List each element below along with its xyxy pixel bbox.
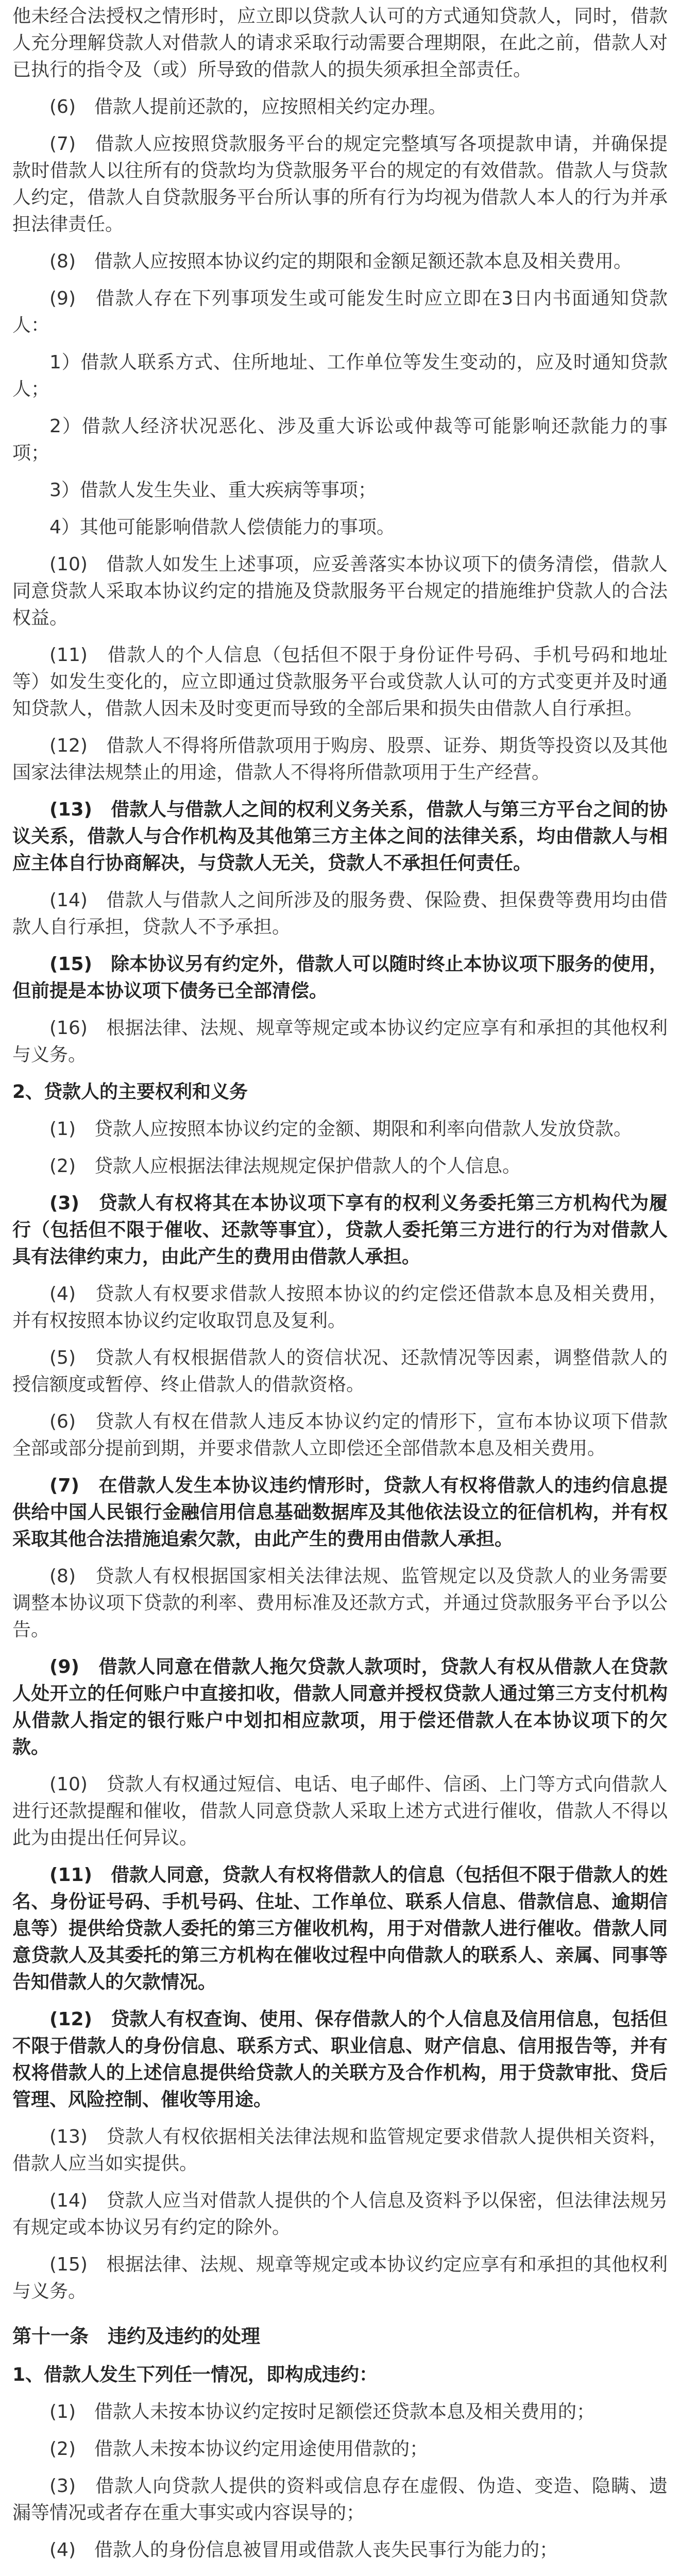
clause-paragraph: (11) 借款人的个人信息（包括但不限于身份证件号码、手机号码和地址等）如发生变化的，应立即通过贷款服务平台或贷款人认可的方式变更并及时通知贷款人，借款人因未及时变更而导致的全部后果和损失由借款人自行承担。 [12,645,668,719]
clause-paragraph: (10) 借款人如发生上述事项，应妥善落实本协议项下的债务清偿，借款人同意贷款人采取本协议约定的措施及贷款服务平台规定的措施维护贷款人的合法权益。 [12,554,668,629]
clause-paragraph: (8) 贷款人有权根据国家相关法律法规、监管规定以及贷款人的业务需要调整本协议项下贷款的利率、费用标准及还款方式，并通过贷款服务平台予以公告。 [12,1566,668,1640]
clause-paragraph: (12) 借款人不得将所借款项用于购房、股票、证券、期货等投资以及其他国家法律法规禁止的用途，借款人不得将所借款项用于生产经营。 [12,735,668,783]
clause-paragraph: (1) 贷款人应按照本协议约定的金额、期限和利率向借款人发放贷款。 [49,1118,632,1140]
clause-paragraph: (3) 贷款人有权将其在本协议项下享有的权利义务委托第三方机构代为履行（包括但不限于催收、还款等事宜），贷款人委托第三方进行的行为对借款人具有法律约束力，由此产生的费用由借款人承担。 [12,1193,668,1267]
clause-subheading: 1、借款人发生下列任一情况，即构成违约： [12,2364,378,2385]
clause-paragraph: (9) 借款人同意在借款人拖欠贷款人款项时，贷款人有权从借款人在贷款人处开立的任何账户中直接扣收，借款人同意并授权贷款人通过第三方支付机构从借款人指定的银行账户中划扣相应款项，用于偿还借款人在本协议项下的欠款。 [12,1656,668,1758]
clause-paragraph: (13) 借款人与借款人之间的权利义务关系，借款人与第三方平台之间的协议关系，借款人与合作机构及其他第三方主体之间的法律关系，均由借款人与相应主体自行协商解决，与贷款人无关，贷款人不承担任何责任。 [12,799,668,874]
clause-paragraph: (8) 借款人应按照本协议约定的期限和金额足额还款本息及相关费用。 [49,251,632,272]
clause-paragraph: 4）其他可能影响借款人偿债能力的事项。 [49,517,395,538]
clause-paragraph: (3) 借款人向贷款人提供的资料或信息存在虚假、伪造、变造、隐瞒、遗漏等情况或者存在重大事实或内容误导的； [12,2476,668,2523]
clause-paragraph: (16) 根据法律、法规、规章等规定或本协议约定应享有和承担的其他权利与义务。 [12,1018,668,1065]
clause-paragraph: (1) 借款人未按本协议约定按时足额偿还贷款本息及相关费用的； [49,2401,595,2422]
clause-paragraph: (14) 贷款人应当对借款人提供的个人信息及资料予以保密，但法律法规另有规定或本协议另有约定的除外。 [12,2190,668,2238]
clause-paragraph: (12) 贷款人有权查询、使用、保存借款人的个人信息及信用信息，包括但不限于借款人的身份信息、联系方式、职业信息、财产信息、信用报告等，并有权将借款人的上述信息提供给贷款人的关联方及合作机构，用于贷款审批、贷后管理、风险控制、催收等用途。 [12,2009,668,2110]
clause-paragraph: (15) 根据法律、法规、规章等规定或本协议约定应享有和承担的其他权利与义务。 [12,2254,668,2302]
section-heading: 第十一条 违约及违约的处理 [12,2325,260,2347]
clause-paragraph: (7) 在借款人发生本协议违约情形时，贷款人有权将借款人的违约信息提供给中国人民银行金融信用信息基础数据库及其他依法设立的征信机构，并有权采取其他合法措施追索欠款，由此产生的费用由借款人承担。 [12,1475,668,1550]
clause-paragraph: 3）借款人发生失业、重大疾病等事项； [49,480,377,501]
clause-paragraph [12,2574,668,2576]
clause-paragraph: 2）借款人经济状况恶化、涉及重大诉讼或仲裁等可能影响还款能力的事项； [12,416,668,464]
clause-paragraph: (11) 借款人同意，贷款人有权将借款人的信息（包括但不限于借款人的姓名、身份证号码、手机号码、住址、工作单位、联系人信息、借款信息、逾期信息等）提供给贷款人委托的第三方催收机构，用于对借款人进行催收。借款人同意贷款人及其委托的第三方机构在催收过程中向借款人的联系人、亲属、同事等告知借款人的欠款情况。 [12,1865,668,1993]
clause-paragraph: (6) 借款人提前还款的，应按照相关约定办理。 [49,96,447,117]
clause-paragraph: 1）借款人联系方式、住所地址、工作单位等发生变动的，应及时通知贷款人； [12,352,668,400]
clause-paragraph: (10) 贷款人有权通过短信、电话、电子邮件、信函、上门等方式向借款人进行还款提醒和催收，借款人同意贷款人采取上述方式进行催收，借款人不得以此为由提出任何异议。 [12,1774,668,1849]
clause-paragraph: (14) 借款人与借款人之间所涉及的服务费、保险费、担保费等费用均由借款人自行承担，贷款人不予承担。 [12,890,668,938]
clause-paragraph: (5) 贷款人有权根据借款人的资信状况、还款情况等因素，调整借款人的授信额度或暂停、终止借款人的借款资格。 [12,1347,668,1395]
clause-paragraph: (4) 借款人的身份信息被冒用或借款人丧失民事行为能力的； [49,2539,558,2561]
clause-paragraph: (9) 借款人存在下列事项发生或可能发生时应立即在3日内书面通知贷款人： [12,288,668,336]
clause-paragraph: (6) 贷款人有权在借款人违反本协议约定的情形下，宣布本协议项下借款全部或部分提前到期，并要求借款人立即偿还全部借款本息及相关费用。 [12,1411,668,1459]
clause-subheading: 2、贷款人的主要权利和义务 [12,1081,248,1103]
clause-paragraph: (15) 除本协议另有约定外，借款人可以随时终止本协议项下服务的使用，但前提是本协议项下债务已全部清偿。 [12,954,668,1002]
clause-paragraph: (7) 借款人应按照贷款服务平台的规定完整填写各项提款申请，并确保提款时借款人以往所有的贷款均为贷款服务平台的规定的有效借款。借款人与贷款人约定，借款人自贷款服务平台所认事的所有行为均视为借款人本人的行为并承担法律责任。 [12,133,668,235]
clause-paragraph: 他未经合法授权之情形时，应立即以贷款人认可的方式通知贷款人，同时，借款人充分理解贷款人对借款人的请求采取行动需要合理期限，在此之前，借款人对已执行的指令及（或）所导致的借款人的损失须承担全部责任。 [12,6,668,80]
clause-paragraph: (4) 贷款人有权要求借款人按照本协议的约定偿还借款本息及相关费用，并有权按照本协议约定收取罚息及复利。 [12,1283,668,1331]
clause-paragraph: (2) 贷款人应根据法律法规规定保护借款人的个人信息。 [49,1156,521,1177]
clause-paragraph: (13) 贷款人有权依据相关法律法规和监管规定要求借款人提供相关资料，借款人应当如实提供。 [12,2126,668,2174]
clause-paragraph: (2) 借款人未按本协议约定用途使用借款的； [49,2438,428,2460]
